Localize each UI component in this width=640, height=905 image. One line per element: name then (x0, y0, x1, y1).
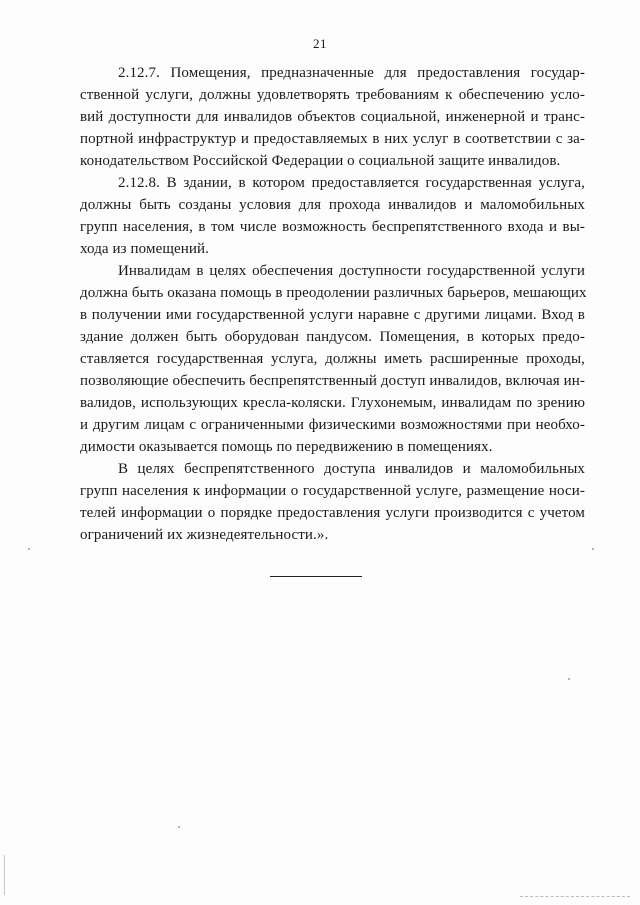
text-line: в получении ими государственной услуги наравне с другими лицами. Вход в (80, 307, 585, 323)
text-line: ограничений их жизнедеятельности.». (80, 527, 329, 543)
text-line: и другим лицам с ограниченными физическими возможностями при необхо- (80, 417, 585, 433)
page-number: 21 (313, 36, 327, 51)
scan-bottom-mark (520, 896, 630, 897)
end-of-text-divider (270, 576, 362, 577)
document-body (80, 62, 585, 546)
scan-speck (592, 548, 594, 550)
text-line: вий доступности для инвалидов объектов социальной, инженерной и транс- (80, 109, 585, 125)
text-line: групп населения, в том числе возможность беспрепятственного входа и вы- (80, 219, 585, 235)
text-line: ственной услуги, должны удовлетворять требованиям к обеспечению усло- (80, 87, 585, 103)
text-line: телей информации о порядке предоставления услуги производится с учетом (80, 505, 585, 521)
scan-speck (28, 548, 30, 550)
paragraph-2-12-8 (80, 172, 585, 260)
text-line: позволяющие обеспечить беспрепятственный доступ инвалидов, включая ин- (80, 373, 585, 389)
text-line: 2.12.7. Помещения, предназначенные для предоставления государ- (118, 65, 585, 81)
text-line: В целях беспрепятственного доступа инвалидов и маломобильных (118, 461, 585, 477)
text-line: Инвалидам в целях обеспечения доступности государственной услуги (118, 263, 585, 279)
text-line: ставляется государственная услуга, должны иметь расширенные проходы, (80, 351, 585, 367)
text-line: конодательством Российской Федерации о социальной защите инвалидов. (80, 153, 561, 169)
text-line: портной инфраструктур и предоставляемых в них услуг в соответствии с за- (80, 131, 585, 147)
paragraph-information (80, 458, 585, 546)
scan-speck (178, 826, 180, 828)
text-line: должны быть созданы условия для прохода инвалидов и маломобильных (80, 197, 585, 213)
text-line: должна быть оказана помощь в преодолении различных барьеров, мешающих (80, 285, 587, 301)
scan-edge-mark (4, 855, 5, 895)
text-line: 2.12.8. В здании, в котором предоставляется государственная услуга, (118, 175, 585, 191)
text-line: здание должен быть оборудован пандусом. Помещения, в которых предо- (80, 329, 585, 345)
text-line: хода из помещений. (80, 241, 209, 257)
text-line: групп населения к информации о государственной услуге, размещение носи- (80, 483, 585, 499)
text-line: валидов, использующих кресла-коляски. Глухонемым, инвалидам по зрению (80, 395, 585, 411)
paragraph-accessibility (80, 260, 585, 458)
scan-speck (568, 678, 570, 680)
text-line: димости оказывается помощь по передвижению в помещениях. (80, 439, 493, 455)
paragraph-2-12-7 (80, 62, 585, 172)
